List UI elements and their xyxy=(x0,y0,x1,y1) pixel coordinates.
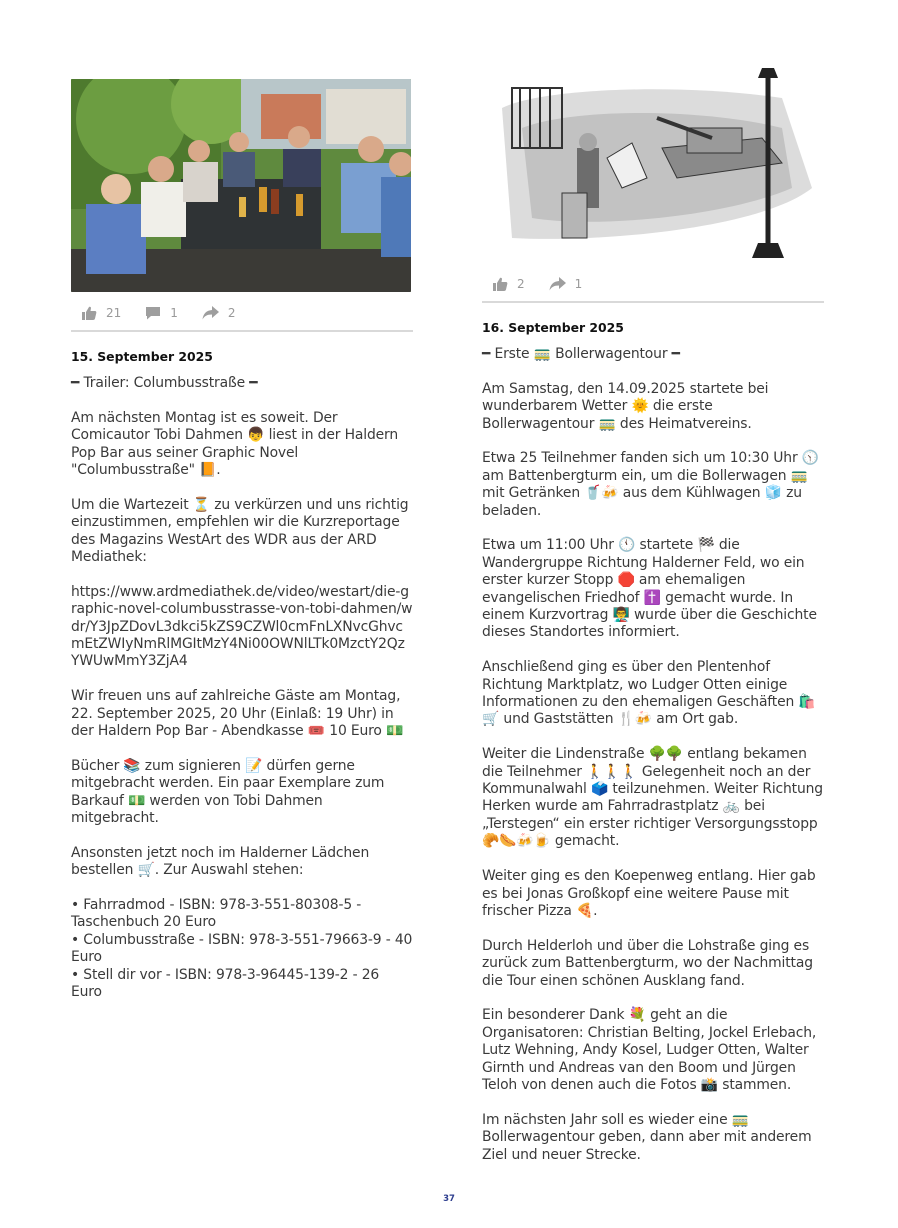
share-icon xyxy=(549,277,566,291)
group-photo-image xyxy=(71,79,411,292)
comic-illustration xyxy=(482,68,823,263)
mediathek-link[interactable]: https://www.ardmediathek.de/video/westart/die-graphic-novel-columbusstrasse-von-tobi-dahmen/wdr/Y3JpZDovL3dkci5kZS9CZWl0cmFnLXNvcGhvcmEtZWIyNmRlMGItMzY4Ni00OWNlLTk0MzctY2QzYWUwMmY3ZjA4 xyxy=(71,583,413,670)
thumbs-up-icon xyxy=(81,306,97,320)
like-stat[interactable] xyxy=(81,306,121,320)
book-list-item: • Stell dir vor - ISBN: 978-3-96445-139-2 - 26 Euro xyxy=(71,966,380,1001)
like-count: 2 xyxy=(517,277,525,291)
paragraph: Anschließend ging es über den Plentenhof Richtung Marktplatz, wo Ludger Otten einige Informationen zu den ehemaligen Geschäften 🛍️ 🛒 und Gaststätten 🍴🍻 am Ort gab. xyxy=(482,659,820,728)
post-date: 16. September 2025 xyxy=(482,320,624,335)
paragraph: Ein besonderer Dank 💐 geht an die Organisatoren: Christian Belting, Jockel Erlebach, Lutz Wehning, Andy Kosel, Ludger Otten, Walter Girnth und Andreas van den Boom und Jürgen Teloh von denen auch die Fotos 📸 stammen. xyxy=(482,1007,821,1093)
paragraph: Im nächsten Jahr soll es wieder eine 🚃 Bollerwagentour geben, dann aber mit anderem Ziel und neuer Strecke. xyxy=(482,1111,816,1163)
post-right xyxy=(482,68,828,1181)
paragraph: Etwa 25 Teilnehmer fanden sich um 10:30 Uhr 🕥 am Battenbergturm ein, um die Bollerwagen 🚃 mit Getränken 🥤🍻 aus dem Kühlwagen 🧊 zu beladen. xyxy=(482,450,824,519)
paragraph: Ansonsten jetzt noch im Halderner Lädchen bestellen 🛒. Zur Auswahl stehen: xyxy=(71,844,374,879)
post-body xyxy=(482,346,828,1164)
paragraph: Bücher 📚 zum signieren 📝 dürfen gerne mitgebracht werden. Ein paar Exemplare zum Barkauf 💵 werden von Tobi Dahmen mitgebracht. xyxy=(71,757,389,827)
book-list xyxy=(71,897,413,1001)
left-stats-bar xyxy=(71,296,413,330)
share-stat[interactable] xyxy=(202,306,236,320)
post-body xyxy=(71,375,413,1002)
like-stat[interactable] xyxy=(492,277,525,291)
book-list-item: • Fahrradmod - ISBN: 978-3-551-80308-5 - Taschenbuch 20 Euro xyxy=(71,897,362,931)
post-date: 15. September 2025 xyxy=(71,349,213,364)
comic-illustration-image xyxy=(482,68,823,263)
share-count: 2 xyxy=(227,306,236,320)
paragraph: Weiter ging es den Koepenweg entlang. Hier gab es bei Jonas Großkopf eine weitere Pause mit frischer Pizza 🍕. xyxy=(482,868,820,919)
page-number: 37 xyxy=(443,1194,455,1204)
paragraph: Weiter die Lindenstraße 🌳🌳 entlang bekamen die Teilnehmer 🚶🚶🚶 Gelegenheit noch an der Kommunalwahl 🗳️ teilzunehmen. Weiter Richtung Herken wurde am Fahrradrastplatz 🚲 bei „Terstegen“ ein erster richtiger Versorgungsstopp 🥐🌭🍻🍺 gemacht. xyxy=(482,746,828,850)
paragraph: Wir freuen uns auf zahlreiche Gäste am Montag, 22. September 2025, 20 Uhr (Einlaß: 19 Uhr) in der Haldern Pop Bar - Abendkasse 🎟️ 10 Euro 💵 xyxy=(71,688,405,740)
comment-count: 1 xyxy=(170,306,178,320)
share-icon xyxy=(202,306,219,320)
post-heading: ━ Erste 🚃 Bollerwagentour ━ xyxy=(482,346,680,362)
thumbs-up-icon xyxy=(492,277,508,291)
like-count: 21 xyxy=(106,306,122,320)
comment-stat[interactable] xyxy=(145,306,178,320)
paragraph: Etwa um 11:00 Uhr 🕚 startete 🏁 die Wandergruppe Richtung Halderner Feld, wo ein erster kurzer Stopp 🛑 am ehemaligen evangelischen Friedhof ✝️ gemacht wurde. In einem Kurzvortrag 👨‍🏫 wurde über die Geschichte dieses Standortes informiert. xyxy=(482,537,822,641)
post-heading: ━ Trailer: Columbusstraße ━ xyxy=(71,375,258,391)
right-stats-bar xyxy=(482,267,824,301)
comment-icon xyxy=(145,306,161,320)
paragraph: Durch Helderloh und über die Lohstraße ging es zurück zum Battenbergturm, wo der Nachmittag die Tour einen schönen Ausklang fand. xyxy=(482,937,818,989)
group-photo xyxy=(71,79,411,292)
paragraph: Am nächsten Montag ist es soweit. Der Comicautor Tobi Dahmen 👦 liest in der Haldern Pop Bar aus seiner Graphic Novel "Columbusstraße" 📙. xyxy=(71,409,403,479)
book-list-item: • Columbusstraße - ISBN: 978-3-551-79663-9 - 40 Euro xyxy=(71,931,413,966)
share-stat[interactable] xyxy=(549,277,583,291)
paragraph: Am Samstag, den 14.09.2025 startete bei wunderbarem Wetter 🌞 die erste Bollerwagentour 🚃 des Heimatvereins. xyxy=(482,380,773,432)
left-divider xyxy=(71,330,413,332)
post-left xyxy=(71,79,413,1002)
share-count: 1 xyxy=(574,277,583,291)
paragraph: Um die Wartezeit ⏳ zu verkürzen und uns richtig einzustimmen, empfehlen wir die Kurzreportage des Magazins WestArt des WDR aus der ARD Mediathek: xyxy=(71,496,413,566)
right-divider xyxy=(482,301,824,303)
